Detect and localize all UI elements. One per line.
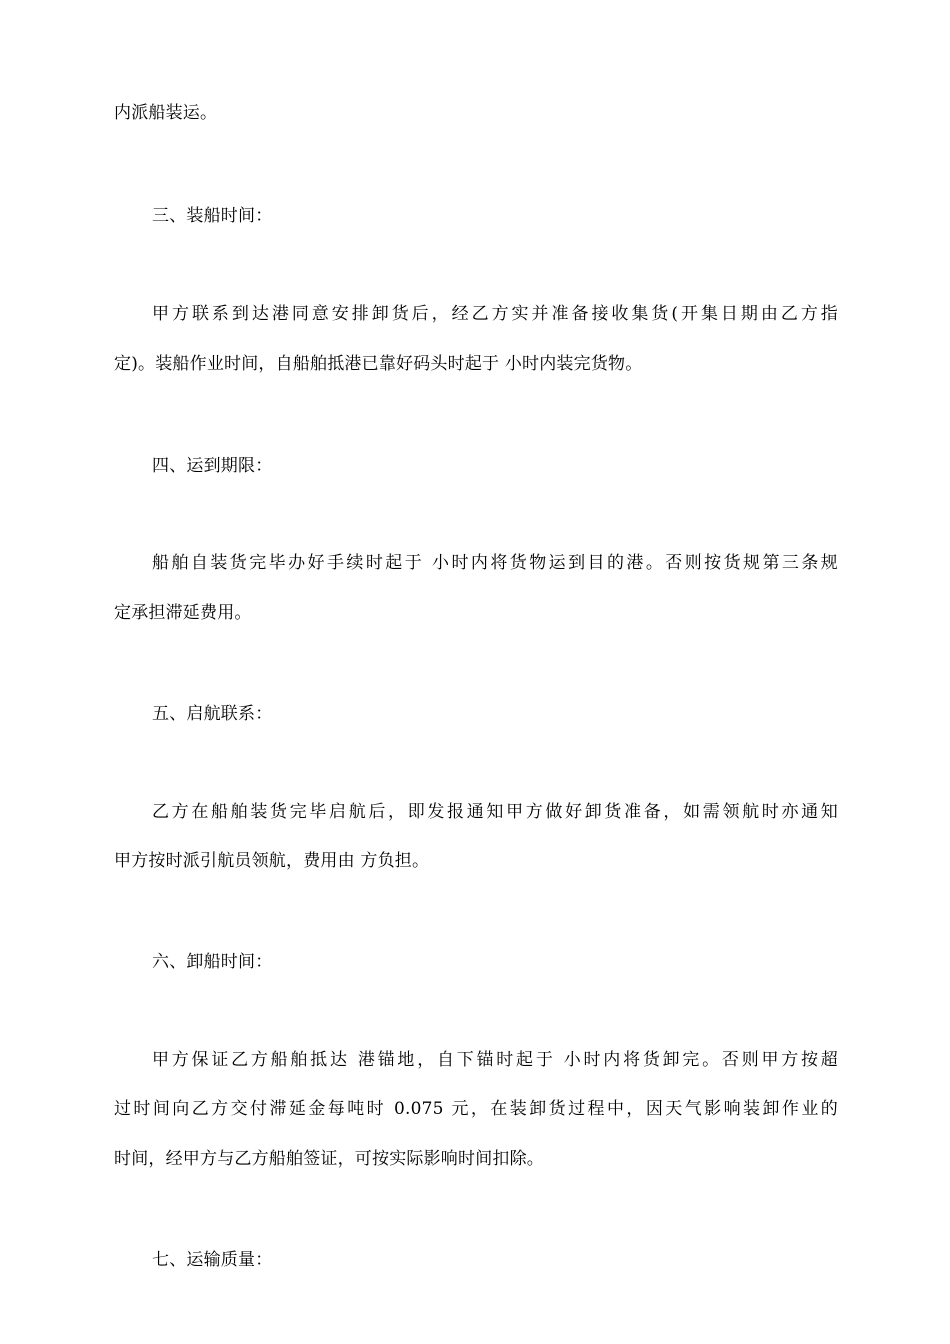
section-heading-loading-time: 三、装船时间：: [152, 206, 273, 226]
paragraph-continuation: 内派船装运。: [114, 103, 218, 123]
section-heading-delivery-period: 四、运到期限：: [152, 456, 273, 476]
paragraph-line: 乙方在船舶装货完毕启航后，即发报通知甲方做好卸货准备，如需领航时亦通知: [152, 802, 838, 822]
paragraph-line: 甲方按时派引航员领航，费用由 方负担。: [114, 851, 430, 871]
paragraph-line: 过时间向乙方交付滞延金每吨时 0.075 元，在装卸货过程中，因天气影响装卸作业的: [114, 1099, 838, 1119]
paragraph-line: 甲方保证乙方船舶抵达 港锚地，自下锚时起于 小时内将货卸完。否则甲方按超: [152, 1050, 838, 1070]
paragraph-line: 定)。装船作业时间，自船舶抵港已靠好码头时起于 小时内装完货物。: [114, 354, 643, 374]
section-heading-departure-contact: 五、启航联系：: [152, 704, 273, 724]
paragraph-line: 船舶自装货完毕办好手续时起于 小时内将货物运到目的港。否则按货规第三条规: [152, 553, 838, 573]
paragraph-line: 甲方联系到达港同意安排卸货后，经乙方实并准备接收集货(开集日期由乙方指: [152, 304, 838, 324]
paragraph-line: 定承担滞延费用。: [114, 603, 252, 623]
paragraph-line: 时间，经甲方与乙方船舶签证，可按实际影响时间扣除。: [114, 1149, 544, 1169]
section-heading-transport-quality: 七、运输质量：: [152, 1250, 273, 1270]
section-heading-unloading-time: 六、卸船时间：: [152, 952, 273, 972]
